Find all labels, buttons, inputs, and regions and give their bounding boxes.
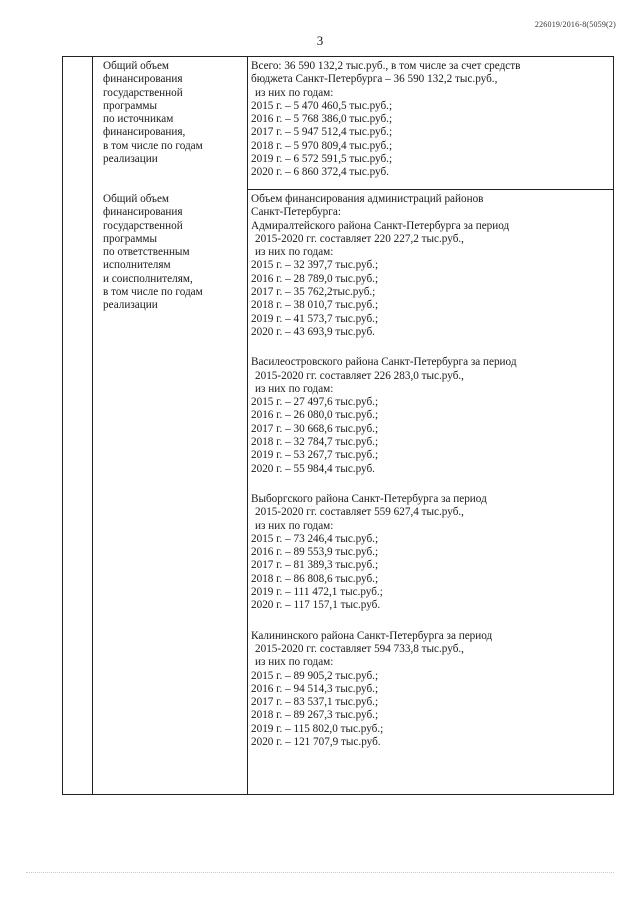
district-years-label: из них по годам:	[255, 246, 334, 259]
intro-line: Объем финансирования администраций районов	[251, 193, 484, 205]
district-total: 2015-2020 гг. составляет 220 227,2 тыс.руб.,	[255, 232, 464, 245]
district-year-line: 2016 г. – 94 514,3 тыс.руб.;	[251, 682, 379, 695]
row2-label-line: реализации	[103, 299, 158, 312]
district-title: Адмиралтейского района Санкт-Петербурга за период	[251, 219, 510, 232]
district-title: Калининского района Санкт-Петербурга за период	[251, 629, 493, 642]
district-year-line: 2016 г. – 26 080,0 тыс.руб.;	[251, 409, 379, 422]
row2-label-line: финансирования	[103, 206, 183, 219]
row2-label-line: программы	[103, 232, 157, 245]
district-year-line: 2020 г. – 121 707,9 тыс.руб.	[251, 735, 381, 748]
district-year-line: 2020 г. – 55 984,4 тыс.руб.	[251, 462, 375, 475]
row2-label-cell	[103, 193, 203, 313]
district-year-line: 2020 г. – 117 157,1 тыс.руб.	[251, 599, 381, 612]
district-year-line: 2015 г. – 32 397,7 тыс.руб.;	[251, 259, 379, 272]
row1-value-line: 2018 г. – 5 970 809,4 тыс.руб.;	[251, 139, 393, 152]
row1-label-cell	[103, 60, 203, 166]
document-id: 226019/2016-8(5059(2)	[534, 20, 616, 29]
row2-label-line: исполнителям	[103, 259, 171, 272]
scan-noise-line	[26, 872, 614, 873]
row1-value-line: 2016 г. – 5 768 386,0 тыс.руб.;	[251, 113, 393, 126]
row1-value-line: 2020 г. – 6 860 372,4 тыс.руб.	[251, 166, 389, 179]
district-year-line: 2017 г. – 30 668,6 тыс.руб.;	[251, 422, 379, 435]
district-year-line: 2018 г. – 89 267,3 тыс.руб.;	[251, 709, 379, 722]
district-year-line: 2019 г. – 53 267,7 тыс.руб.;	[251, 449, 379, 462]
row1-value-line: Всего: 36 590 132,2 тыс.руб., в том числе за счет средств	[251, 60, 521, 72]
district-year-line: 2019 г. – 41 573,7 тыс.руб.;	[251, 312, 379, 325]
row2-label-line: в том числе по годам	[103, 286, 203, 299]
district-year-line: 2019 г. – 115 802,0 тыс.руб.;	[251, 722, 384, 735]
district-year-line: 2015 г. – 27 497,6 тыс.руб.;	[251, 396, 379, 409]
district-year-line: 2018 г. – 86 808,6 тыс.руб.;	[251, 572, 379, 585]
district-year-line: 2019 г. – 111 472,1 тыс.руб.;	[251, 586, 383, 599]
row1-label-line: в том числе по годам	[103, 139, 203, 152]
district-years-label: из них по годам:	[255, 382, 334, 395]
district-title: Выборгского района Санкт-Петербурга за период	[251, 492, 487, 505]
district-years-label: из них по годам:	[255, 656, 334, 669]
financing-table	[62, 56, 614, 795]
district-year-line: 2020 г. – 43 693,9 тыс.руб.	[251, 325, 375, 338]
row2-label-line: Общий объем	[103, 193, 169, 205]
district-year-line: 2017 г. – 81 389,3 тыс.руб.;	[251, 559, 379, 572]
district-total: 2015-2020 гг. составляет 226 283,0 тыс.руб.,	[255, 369, 464, 382]
row1-value-line: бюджета Санкт-Петербурга – 36 590 132,2 тыс.руб.,	[251, 73, 498, 86]
row1-label-line: государственной	[103, 86, 183, 99]
row1-label-line: финансирования	[103, 73, 183, 86]
district-years-label: из них по годам:	[255, 519, 334, 532]
table-column-divider-right	[247, 57, 248, 794]
row2-label-line: государственной	[103, 219, 183, 232]
row1-value-cell	[251, 60, 520, 180]
district-year-line: 2015 г. – 73 246,4 тыс.руб.;	[251, 532, 379, 545]
district-year-line: 2015 г. – 89 905,2 тыс.руб.;	[251, 669, 379, 682]
district-total: 2015-2020 гг. составляет 559 627,4 тыс.руб.,	[255, 506, 464, 519]
district-year-line: 2016 г. – 89 553,9 тыс.руб.;	[251, 546, 379, 559]
district-year-line: 2017 г. – 83 537,1 тыс.руб.;	[251, 696, 379, 709]
row1-value-line: из них по годам:	[255, 86, 334, 99]
row2-label-line: и соисполнителям,	[103, 272, 193, 285]
row1-label-line: Общий объем	[103, 60, 169, 72]
row1-value-line: 2017 г. – 5 947 512,4 тыс.руб.;	[251, 126, 393, 139]
district-total: 2015-2020 гг. составляет 594 733,8 тыс.руб.,	[255, 642, 464, 655]
page-number: 3	[316, 33, 324, 48]
table-row-divider	[247, 189, 613, 190]
row1-label-line: финансирования,	[103, 126, 186, 139]
district-year-line: 2017 г. – 35 762,2тыс.руб.;	[251, 286, 376, 299]
row2-value-cell	[251, 193, 517, 749]
row2-label-line: по ответственным	[103, 246, 190, 259]
district-title: Василеостровского района Санкт-Петербурга за период	[251, 356, 517, 369]
row1-label-line: программы	[103, 99, 157, 112]
row1-value-line: 2015 г. – 5 470 460,5 тыс.руб.;	[251, 99, 393, 112]
row1-label-line: по источникам	[103, 113, 174, 126]
district-year-line: 2018 г. – 38 010,7 тыс.руб.;	[251, 299, 379, 312]
row1-value-line: 2019 г. – 6 572 591,5 тыс.руб.;	[251, 153, 393, 166]
row1-label-line: реализации	[103, 153, 158, 166]
district-year-line: 2018 г. – 32 784,7 тыс.руб.;	[251, 436, 379, 449]
table-column-divider-left	[92, 57, 93, 794]
intro-line: Санкт-Петербурга:	[251, 206, 341, 219]
district-year-line: 2016 г. – 28 789,0 тыс.руб.;	[251, 272, 379, 285]
